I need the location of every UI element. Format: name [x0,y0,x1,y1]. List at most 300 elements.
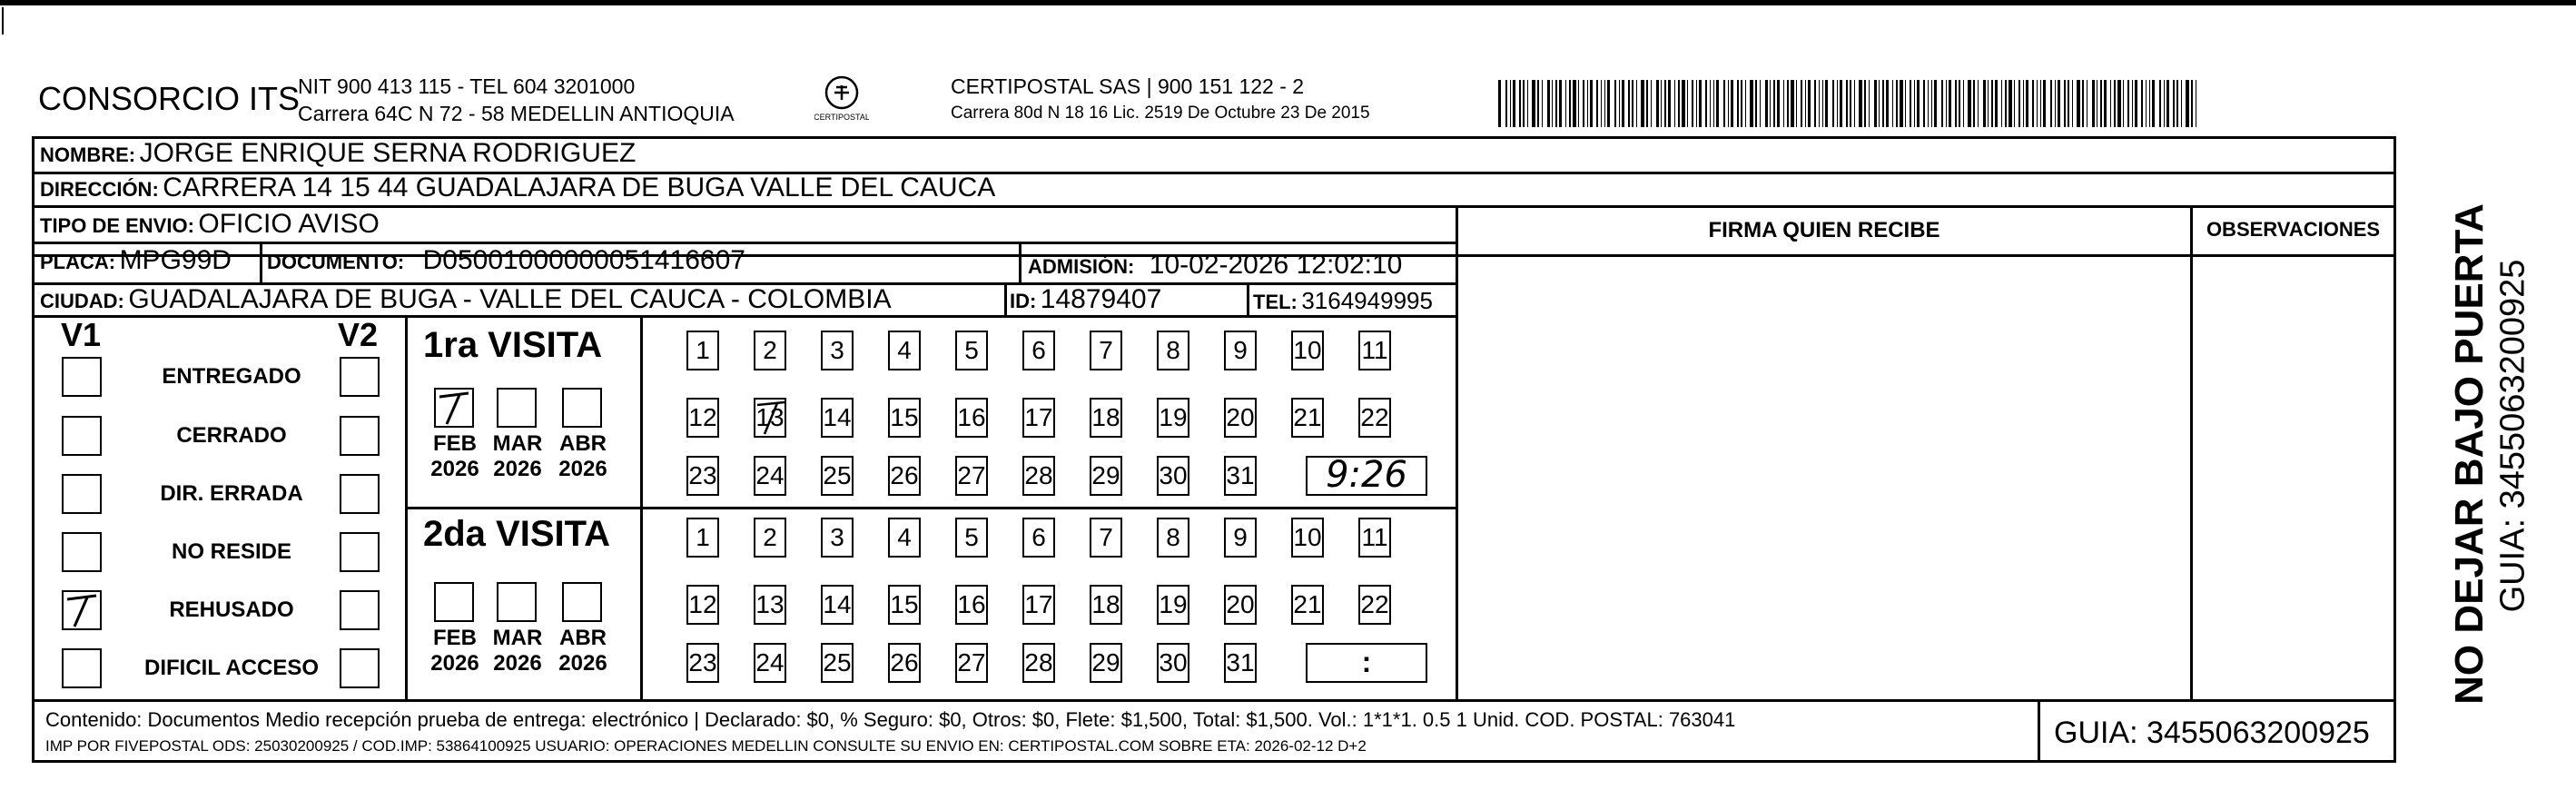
barcode-bar [2043,80,2046,127]
day-cell[interactable]: 27 [955,456,988,496]
month-label [486,431,549,482]
day-cell[interactable]: 27 [955,643,988,683]
barcode-bar [1777,80,1780,127]
barcode-bar [1716,80,1719,127]
v2-label: V2 [338,316,379,353]
barcode-bar [1601,80,1602,127]
barcode-bar [1590,80,1593,127]
v1-checkbox[interactable] [62,648,102,688]
day-cell[interactable]: 18 [1090,398,1122,438]
barcode-bar [2152,80,2155,127]
month-checkbox[interactable] [497,388,537,428]
tel-row [1253,287,1433,315]
barcode-bar [2014,80,2015,127]
day-cell[interactable]: 24 [754,456,786,496]
placa-value: MPG99D [119,245,232,275]
barcode-bar [1731,80,1733,127]
day-cell[interactable]: 8 [1157,518,1189,558]
barcode-bar [1850,80,1851,127]
month-label [423,626,487,676]
month-checkbox[interactable] [497,582,537,622]
nombre-value: JORGE ENRIQUE SERNA RODRIGUEZ [139,138,637,168]
v1-checkbox[interactable] [62,474,102,514]
nombre-label: NOMBRE: [40,143,136,166]
barcode-bar [1832,80,1834,127]
placa-label: PLACA: [40,251,116,273]
day-cell[interactable]: 21 [1291,398,1324,438]
barcode-bar [2117,80,2121,127]
barcode-bar [1682,80,1685,127]
barcode-bar [1578,80,1579,127]
row-line [32,205,2396,208]
barcode-bar [1864,80,1866,127]
documento-label: DOCUMENTO: [267,251,405,273]
barcode-bar [2104,80,2107,127]
barcode-bar [1542,80,1543,127]
barcode-bar [1532,80,1535,127]
barcode-bar [1973,80,1975,127]
barcode-bar [1796,80,1797,127]
day-cell[interactable]: 16 [955,585,988,625]
status-label: NO RESIDE [171,539,292,564]
barcode-bar [1822,80,1823,127]
visit2-title: 2da VISITA [423,514,610,554]
visit2-time-box[interactable]: : [1306,643,1427,683]
barcode-bar [1668,80,1671,127]
day-cell[interactable]: 26 [888,643,921,683]
barcode-bar [2114,80,2116,127]
month-checkbox[interactable] [434,582,474,622]
barcode-bar [2026,80,2028,127]
tel-label: TEL: [1253,291,1298,313]
day-cell[interactable]: 23 [686,456,719,496]
day-cell[interactable]: 29 [1090,643,1122,683]
barcode-bar [1882,80,1884,127]
barcode-bar [1696,80,1697,127]
day-cell[interactable]: 3 [821,518,854,558]
barcode-bar [1523,80,1525,127]
barcode-bar [1565,80,1566,127]
company-address: Carrera 64C N 72 - 58 MEDELLIN ANTIOQUIA [298,102,735,125]
barcode-bar [1674,80,1675,127]
row-line [32,315,1457,318]
barcode-bar [1527,80,1528,127]
barcode-bar [1934,80,1937,127]
barcode-bar [1755,80,1757,127]
day-cell[interactable]: 24 [754,643,786,683]
barcode-bar [2005,80,2007,127]
visit1-time-box[interactable]: 9:26 [1306,456,1427,496]
day-cell[interactable]: 17 [1022,585,1055,625]
footer-imp: IMP POR FIVEPOSTAL ODS: 25030200925 / COD.IMP: 53864100925 USUARIO: OPERACIONES MEDELLIN CONSULTE SU ENVIO EN: CERTIPOSTAL.COM SOBRE ETA: 2026-02-12 D+2 [45,737,1367,755]
day-cell[interactable]: 11 [1358,518,1391,558]
day-cell[interactable]: 11 [1358,331,1391,370]
barcode-bar [1968,80,1971,127]
barcode-bar [1905,80,1906,127]
ciudad-label: CIUDAD: [40,290,124,312]
barcode-bar [2082,80,2084,127]
barcode-bar [1646,80,1648,127]
barcode-bar [1699,80,1702,127]
day-cell[interactable]: 9 [1224,331,1257,370]
barcode-bar [1537,80,1539,127]
day-cell[interactable]: 4 [888,331,921,370]
day-cell[interactable]: 6 [1022,518,1055,558]
barcode-bar [1656,80,1659,127]
direccion-label: DIRECCIÓN: [40,178,159,201]
barcode-bar [2037,80,2038,127]
day-cell[interactable]: 31 [1224,643,1257,683]
barcode-bar [1846,80,1848,127]
day-cell[interactable]: 10 [1291,518,1324,558]
barcode-bar [2001,80,2002,127]
day-cell[interactable]: 12 [686,585,719,625]
col-line [260,242,262,282]
v2-checkbox[interactable] [340,532,380,572]
col-line [1247,282,1249,315]
barcode-bar [1874,80,1877,127]
day-cell[interactable]: 5 [955,331,988,370]
admision-value: 10-02-2026 12:02:10 [1149,250,1403,280]
barcode-bar [1628,80,1630,127]
col-line [2393,136,2396,763]
barcode-bar [1773,80,1775,127]
day-cell[interactable]: 2 [754,331,786,370]
barcode-bar [2068,80,2069,127]
barcode-bar [2100,80,2102,127]
barcode-bar [2186,80,2189,127]
barcode-bar [1622,80,1624,127]
day-cell[interactable]: 28 [1022,456,1055,496]
day-cell[interactable]: 14 [821,585,854,625]
barcode-bar [1632,80,1633,127]
day-cell[interactable]: 15 [888,398,921,438]
barcode-bar [1963,80,1964,127]
barcode-bar [1805,80,1806,127]
barcode-bar [2146,80,2147,127]
v2-checkbox[interactable] [340,357,380,397]
barcode-bar [1723,80,1725,127]
placa-row [40,245,232,276]
svg-text:CERTIPOSTAL: CERTIPOSTAL [814,113,869,122]
barcode-bar [1896,80,1898,127]
barcode-bar [1737,80,1739,127]
barcode-bar [2149,80,2150,127]
barcode-bar [2050,80,2052,127]
day-cell[interactable]: 13 [754,585,786,625]
month-year: 2026 [430,651,479,676]
provider-address: Carrera 80d N 18 16 Lic. 2519 De Octubre 23 De 2015 [951,104,1370,123]
barcode-bar [1787,80,1789,127]
day-cell[interactable]: 2 [754,518,786,558]
day-cell[interactable]: 8 [1157,331,1189,370]
barcode-bar [1914,80,1915,127]
barcode-bar [2176,80,2178,127]
day-cell[interactable]: 20 [1224,398,1257,438]
status-label: CERRADO [176,423,287,448]
documento-row [267,245,745,276]
barcode-bar [1991,80,1993,127]
barcode-bar [1819,80,1820,127]
month-year: 2026 [493,457,542,481]
day-cell[interactable]: 10 [1291,331,1324,370]
top-edge [0,0,2576,5]
barcode-bar [2127,80,2129,127]
barcode-bar [2032,80,2034,127]
barcode-bar [1988,80,1989,127]
tipo-value: OFICIO AVISO [198,209,380,239]
barcode-bar [1959,80,1960,127]
barcode-bar [1941,80,1943,127]
month-year: 2026 [430,457,479,481]
certipostal-logo-icon [814,73,869,127]
barcode-bar [1692,80,1693,127]
barcode-bar [1760,80,1761,127]
status-label: ENTREGADO [162,364,301,389]
barcode-bar [1713,80,1714,127]
barcode-bar [1791,80,1794,127]
day-cell[interactable]: 25 [821,643,854,683]
v2-checkbox[interactable] [340,648,380,688]
barcode-bar [1705,80,1707,127]
barcode-bar [1505,80,1507,127]
day-cell[interactable]: 6 [1022,331,1055,370]
barcode-bar [1664,80,1666,127]
barcode-bar [1770,80,1771,127]
day-cell[interactable]: 28 [1022,643,1055,683]
v1-checkbox[interactable] [62,532,102,572]
barcode-bar [1498,80,1501,127]
barcode-bar [1745,80,1746,127]
barcode-bar [1750,80,1753,127]
status-label: REHUSADO [169,597,294,622]
day-cell[interactable]: 7 [1090,331,1122,370]
tipo-label: TIPO DE ENVIO: [40,214,194,237]
barcode-bar [1995,80,1998,127]
day-cell[interactable]: 9 [1224,518,1257,558]
month-name: FEB [433,626,477,650]
barcode-bar [1840,80,1842,127]
day-cell[interactable]: 22 [1358,585,1391,625]
barcode-bar [1583,80,1584,127]
day-cell[interactable]: 12 [686,398,719,438]
barcode-bar [1510,80,1511,127]
barcode-bar [2040,80,2041,127]
barcode-bar [2166,80,2169,127]
barcode-bar [1886,80,1889,127]
id-row [1010,284,1161,315]
side-warning: NO DEJAR BAJO PUERTA [2447,203,2492,705]
barcode-bar [1519,80,1521,127]
day-cell[interactable]: 25 [821,456,854,496]
v1-checkbox[interactable] [62,357,102,397]
barcode-bar [1604,80,1605,127]
col-line [2038,699,2040,763]
barcode-bar [1678,80,1680,127]
barcode-bar [1559,80,1562,127]
month-label [551,431,615,482]
day-cell[interactable]: 26 [888,456,921,496]
barcode-bar [1596,80,1598,127]
certipostal-logo [814,73,869,127]
barcode-bar [1555,80,1557,127]
barcode-bar [1547,80,1550,127]
day-cell[interactable]: 16 [955,398,988,438]
barcode-bar [1741,80,1742,127]
barcode-bar [1801,80,1802,127]
month-name: MAR [492,626,543,650]
tipo-row [40,209,380,240]
company-nit: NIT 900 413 115 - TEL 604 3201000 [298,74,636,98]
day-cell[interactable]: 15 [888,585,921,625]
barcode-bar [2092,80,2095,127]
barcode-bar [1808,80,1811,127]
visit-divider [405,507,1456,509]
barcode-bar [1910,80,1911,127]
v1-label: V1 [61,316,102,353]
row-line [32,699,2396,702]
month-year: 2026 [558,651,607,676]
month-name: ABR [559,626,607,650]
admision-label: ADMISIÓN: [1028,255,1135,278]
barcode-bar [2077,80,2080,127]
barcode-bar [1687,80,1688,127]
provider-name: CERTIPOSTAL SAS | 900 151 122 - 2 [951,74,1305,98]
v1-checkbox[interactable] [62,416,102,456]
v2-checkbox[interactable] [340,590,380,630]
col-line [2190,205,2193,701]
day-cell[interactable]: 20 [1224,585,1257,625]
barcode-bar [1892,80,1893,127]
barcode-bar [1946,80,1947,127]
day-cell[interactable]: 30 [1157,643,1189,683]
barcode-bar [2018,80,2020,127]
barcode-bar [2141,80,2143,127]
month-name: MAR [492,431,543,456]
barcode-bar [1783,80,1784,127]
barcode-bar [2023,80,2024,127]
day-cell[interactable]: 4 [888,518,921,558]
col-line [1456,205,1458,701]
day-cell[interactable]: 14 [821,398,854,438]
barcode-bar [2173,80,2175,127]
barcode-bar [1825,80,1828,127]
barcode-bar [2191,80,2193,127]
month-label [423,431,487,482]
day-cell[interactable]: 19 [1157,585,1189,625]
barcode-bar [2110,80,2111,127]
barcode-bar [2008,80,2012,127]
day-cell[interactable]: 17 [1022,398,1055,438]
barcode-bar [1641,80,1644,127]
barcode-bar [1923,80,1925,127]
month-year: 2026 [558,457,607,481]
day-cell[interactable]: 30 [1157,456,1189,496]
month-label [486,626,549,676]
month-label [551,626,615,676]
barcode-bar [1869,80,1870,127]
month-year: 2026 [493,651,542,676]
row-line [32,242,1457,244]
day-cell[interactable]: 23 [686,643,719,683]
company-name: CONSORCIO ITS [38,80,301,117]
left-edge-mark [2,7,4,35]
day-cell[interactable]: 3 [821,331,854,370]
barcode-bar [1587,80,1588,127]
observaciones-label: OBSERVACIONES [2206,218,2381,241]
barcode-bar [2058,80,2060,127]
day-cell[interactable]: 31 [1224,456,1257,496]
direccion-row [40,173,995,203]
direccion-value: CARRERA 14 15 44 GUADALAJARA DE BUGA VALLE DEL CAUCA [163,173,996,202]
day-cell[interactable]: 18 [1090,585,1122,625]
status-label: DIR. ERRADA [160,481,303,506]
ciudad-value: GUADALAJARA DE BUGA - VALLE DEL CAUCA - COLOMBIA [128,284,892,314]
v2-checkbox[interactable] [340,474,380,514]
tel-value: 3164949995 [1301,287,1433,314]
day-cell[interactable]: 7 [1090,518,1122,558]
day-cell[interactable]: 1 [686,331,719,370]
ciudad-row [40,284,892,315]
barcode-bar [1569,80,1571,127]
barcode-bar [1661,80,1662,127]
v1-checkbox[interactable] [62,590,102,630]
day-cell[interactable]: 5 [955,518,988,558]
col-line [1019,242,1022,282]
barcode-bar [1949,80,1951,127]
visit1-title: 1ra VISITA [423,325,603,365]
v2-checkbox[interactable] [340,416,380,456]
barcode-bar [1607,80,1610,127]
barcode-bar [1978,80,1979,127]
barcode-bar [1837,80,1838,127]
barcode-bar [1928,80,1929,127]
month-checkbox[interactable] [434,388,474,428]
month-checkbox[interactable] [562,582,602,622]
side-guia: GUIA: 3455063200925 [2493,259,2532,613]
barcode-bar [1900,80,1903,127]
day-cell[interactable]: 21 [1291,585,1324,625]
day-cell[interactable]: 13 [754,398,786,438]
day-cell[interactable]: 19 [1157,398,1189,438]
barcode-bar [1859,80,1862,127]
barcode-bar [1955,80,1957,127]
barcode-bar [1917,80,1920,127]
barcode-bar [2181,80,2182,127]
day-cell[interactable]: 1 [686,518,719,558]
barcode-bar [1573,80,1576,127]
barcode-bar [2055,80,2056,127]
barcode-bar [1728,80,1729,127]
day-cell[interactable]: 29 [1090,456,1122,496]
day-cell[interactable]: 22 [1358,398,1391,438]
barcode-bar [1614,80,1616,127]
nombre-row [40,138,636,169]
month-name: ABR [559,431,607,456]
month-checkbox[interactable] [562,388,602,428]
barcode-bar [1636,80,1637,127]
firma-label: FIRMA QUIEN RECIBE [1708,218,1940,242]
barcode-bar [1814,80,1816,127]
month-name: FEB [433,431,477,456]
barcode-bar [1513,80,1515,127]
barcode-bar [1854,80,1855,127]
barcode-bar [1765,80,1768,127]
barcode-bar [1619,80,1620,127]
barcode-bar [2132,80,2133,127]
admision-row [1028,250,1402,281]
barcode-bar [1710,80,1711,127]
